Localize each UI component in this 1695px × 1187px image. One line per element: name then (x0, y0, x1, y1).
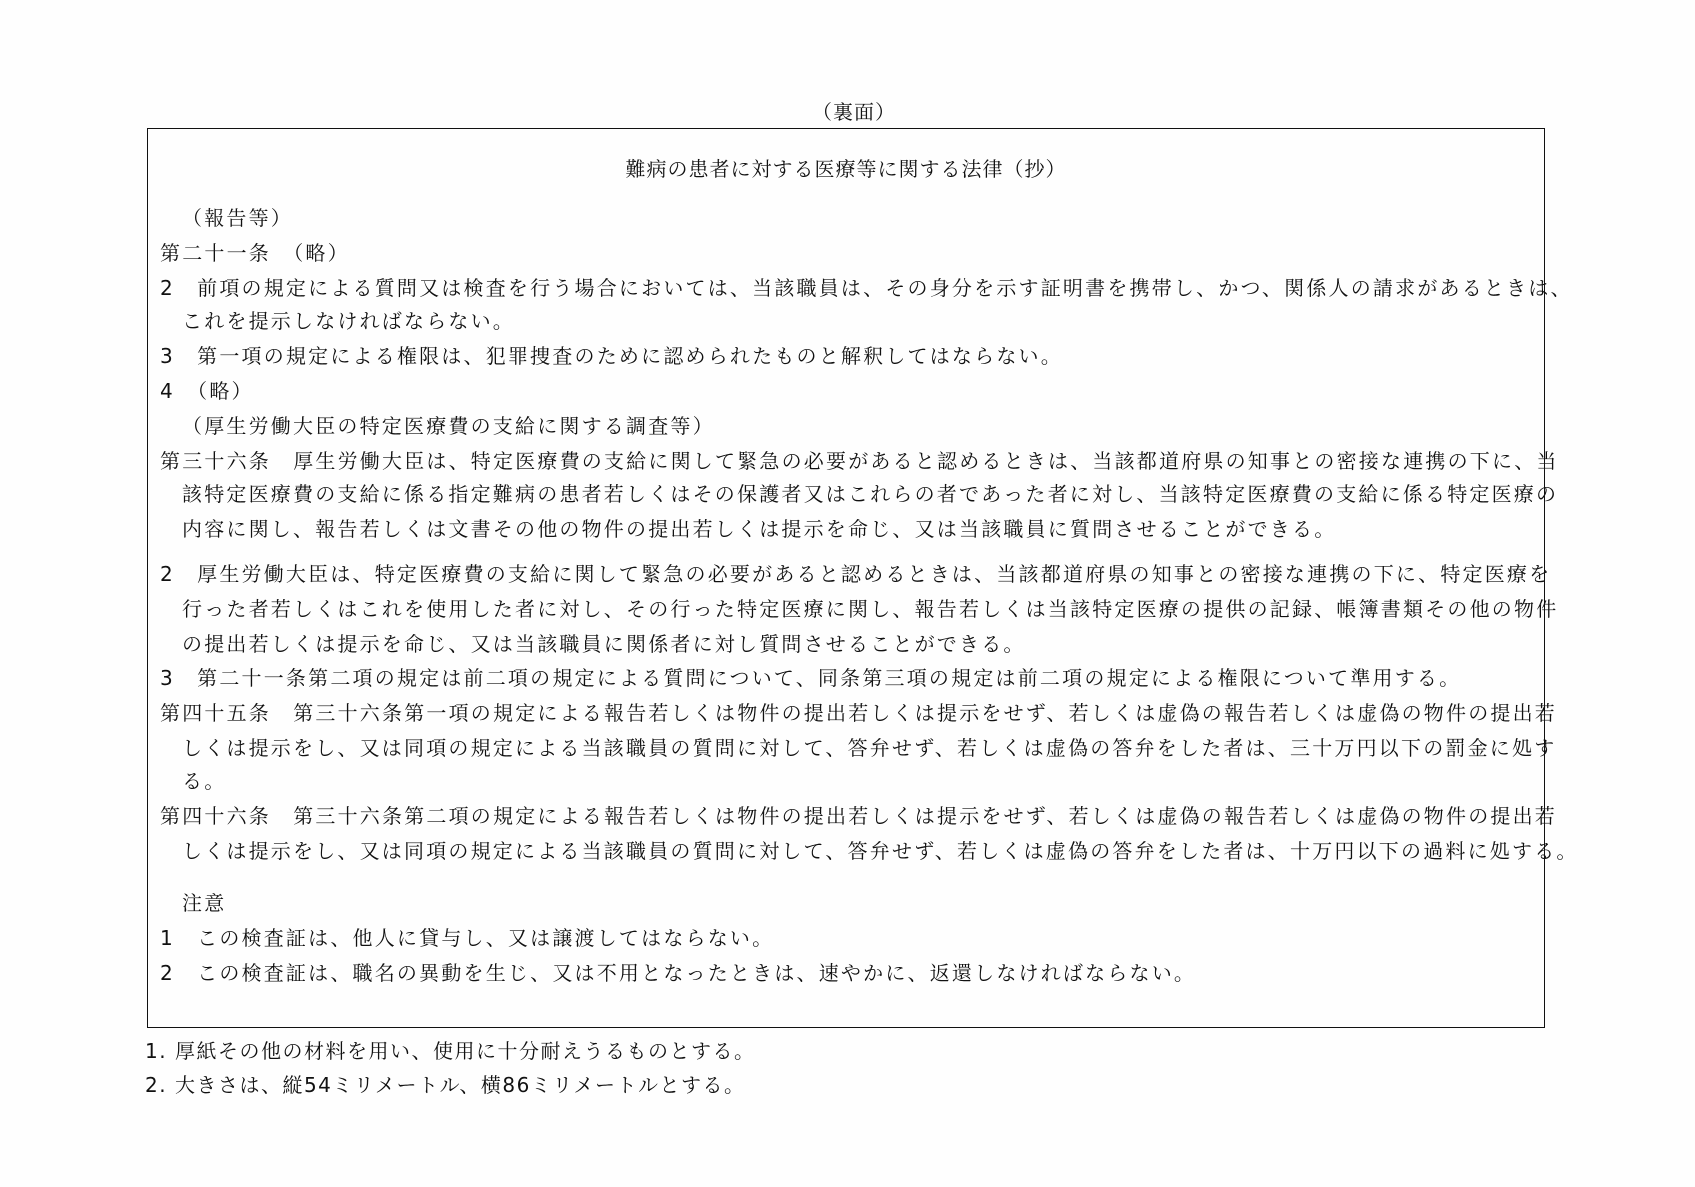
article-36: 第三十六条 厚生労働大臣は、特定医療費の支給に関して緊急の必要があると認めるときは、当該都道府県の知事との密接な連携の下に、当 (160, 449, 1559, 473)
footnote-2: 2. 大きさは、縦54ミリメートル、横86ミリメートルとする。 (145, 1073, 746, 1097)
article-46: 第四十六条 第三十六条第二項の規定による報告若しくは物件の提出若しくは提示をせず、若しくは虚偽の報告若しくは虚偽の物件の提出若 (160, 804, 1557, 828)
article-45-cont-2: る。 (182, 769, 227, 793)
article-36-para-3: 3 第二十一条第二項の規定は前二項の規定による質問について、同条第三項の規定は前二項の規定による権限について準用する。 (160, 666, 1462, 690)
reverse-side-label: （裏面） (812, 100, 896, 124)
article-21-para-3: 3 第一項の規定による権限は、犯罪捜査のために認められたものと解釈してはならない。 (160, 344, 1063, 368)
article-45-cont-1: しくは提示をし、又は同項の規定による当該職員の質問に対して、答弁せず、若しくは虚偽の答弁をした者は、三十万円以下の罰金に処す (182, 736, 1557, 760)
article-36-para-2-cont-1: 行った者若しくはこれを使用した者に対し、その行った特定医療に関し、報告若しくは当該特定医療の提供の記録、帳簿書類その他の物件 (182, 597, 1559, 621)
article-21-para-4: 4 （略） (160, 379, 254, 403)
article-21: 第二十一条 （略） (160, 241, 350, 265)
article-36-para-2-cont-2: の提出若しくは提示を命じ、又は当該職員に関係者に対し質問させることができる。 (182, 632, 1026, 656)
article-36-cont-2: 内容に関し、報告若しくは文書その他の物件の提出若しくは提示を命じ、又は当該職員に質問させることができる。 (182, 517, 1337, 541)
article-36-para-2: 2 厚生労働大臣は、特定医療費の支給に関して緊急の必要があると認めるときは、当該都道府県の知事との密接な連携の下に、特定医療を (160, 562, 1552, 586)
article-46-cont: しくは提示をし、又は同項の規定による当該職員の質問に対して、答弁せず、若しくは虚偽の答弁をした者は、十万円以下の過料に処する。 (182, 839, 1579, 863)
heading-investigation: （厚生労働大臣の特定医療費の支給に関する調査等） (182, 414, 715, 438)
notes-heading: 注意 (182, 891, 227, 915)
footnote-1: 1. 厚紙その他の材料を用い、使用に十分耐えうるものとする。 (145, 1039, 756, 1063)
article-36-cont-1: 該特定医療費の支給に係る指定難病の患者若しくはその保護者又はこれらの者であった者に対し、当該特定医療費の支給に係る特定医療の (182, 482, 1559, 506)
note-1: 1 この検査証は、他人に貸与し、又は譲渡してはならない。 (160, 926, 775, 950)
heading-reports: （報告等） (182, 206, 293, 230)
certificate-back-frame (147, 128, 1579, 1028)
note-2: 2 この検査証は、職名の異動を生じ、又は不用となったときは、速やかに、返還しなければならない。 (160, 961, 1197, 985)
article-45: 第四十五条 第三十六条第一項の規定による報告若しくは物件の提出若しくは提示をせず、若しくは虚偽の報告若しくは虚偽の物件の提出若 (160, 701, 1557, 725)
article-21-para-2: 2 前項の規定による質問又は検査を行う場合においては、当該職員は、その身分を示す証明書を携帯し、かつ、関係人の請求があるときは、 (160, 276, 1573, 300)
article-21-para-2-cont: これを提示しなければならない。 (182, 309, 515, 333)
law-title: 難病の患者に対する医療等に関する法律（抄） (625, 157, 1067, 181)
